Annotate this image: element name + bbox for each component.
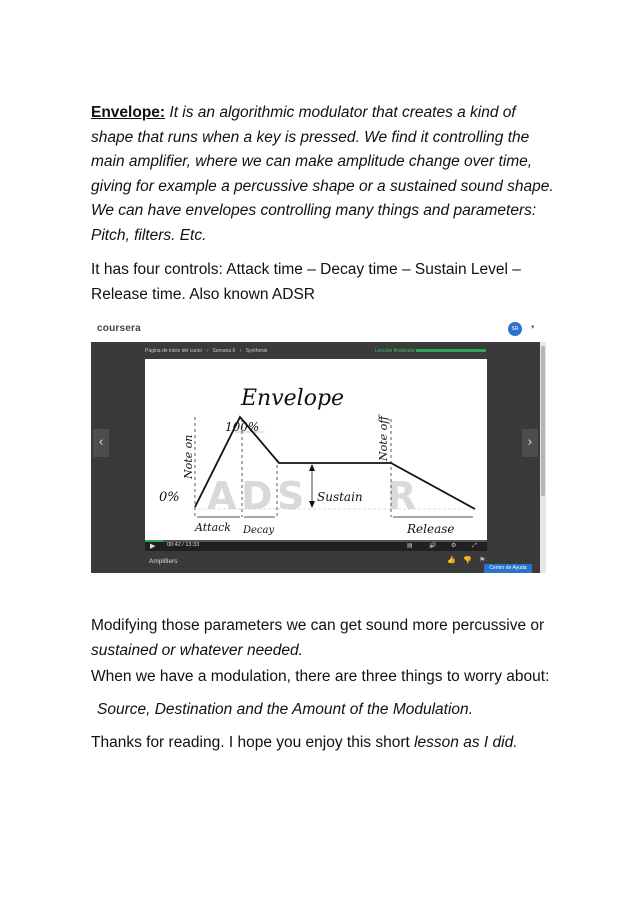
thanks-text: Thanks for reading. I hope you enjoy this short [91,734,415,751]
sustain-label: Sustain [317,490,363,504]
thumbs-down-icon[interactable]: 👎 [463,556,472,564]
thumbs-up-icon[interactable]: 👍 [447,556,456,564]
modulation-items: Source, Destination and the Amount of the Modulation. [97,701,473,718]
note-off-label: Note off [377,415,390,461]
envelope-definition: It is an algorithmic modulator that creates a kind of shape that runs when a key is pressed. We find it controlling the main amplifier, where we can make amplitude change over time, giving for example a percussive shape or a sustained sound shape. We can have envelopes controlling many things and parameters: Pitch, filters. Etc. [91,104,554,244]
lesson-title: Amplifiers [149,558,178,565]
breadcrumb [145,348,270,354]
video-controls [145,540,487,551]
breadcrumb-separator-icon: › [239,348,242,354]
modulation-paragraph: When we have a modulation, there are three things to worry about: [91,668,550,685]
decay-label: Decay [243,525,275,536]
volume-icon[interactable]: 🔊 [429,542,437,549]
thanks-italic: lesson as I did. [414,734,518,751]
watermark-r: R [387,474,417,518]
slide-title: Envelope [241,386,345,411]
note-on-label: Note on [182,434,195,479]
video-player [91,342,540,573]
watermark-s: S [277,474,305,518]
attack-label: Attack [195,521,231,534]
status-bar [416,349,486,352]
scrollbar-thumb[interactable] [541,346,545,496]
watermark-d: D [241,474,273,518]
breadcrumb-separator-icon: › [206,348,209,354]
chevron-right-icon[interactable]: › [522,429,538,457]
fullscreen-icon[interactable]: ⤢ [472,542,477,549]
envelope-paragraph [91,101,561,248]
help-center-button[interactable]: Centro de Ayuda [484,564,532,573]
video-time: 00:42 / 13:33 [167,542,200,548]
lesson-status: Lección finalizada [375,348,415,354]
zero-label: 0% [159,490,180,505]
breadcrumb-lesson[interactable]: Synthesis [245,348,268,354]
adsr-diagram [145,359,487,540]
peak-label: 100% [225,420,260,434]
embedded-screenshot [91,318,546,573]
sustain-arrow-down-icon [309,501,315,508]
coursera-topbar [91,318,546,343]
avatar[interactable]: SR [508,322,522,336]
scrollbar[interactable] [540,342,546,573]
controls-paragraph: It has four controls: Attack time – Decay time – Sustain Level – Release time. Also known ADSR [91,261,521,303]
modifying-italic: sustained or whatever needed. [91,641,303,659]
envelope-term: Envelope: [91,104,166,121]
watermark-a: A [207,474,237,518]
adsr-slide [145,359,487,540]
play-icon[interactable]: ▶ [150,543,156,550]
breadcrumb-week[interactable]: Semana 6 [212,348,236,354]
modifying-text: Modifying those parameters we can get sound more percussive or [91,617,545,634]
chevron-down-icon[interactable]: ▾ [531,324,535,331]
flag-icon[interactable]: ⚑ [479,556,486,564]
modifying-paragraph [91,614,561,663]
subtitles-icon[interactable]: ▤ [407,542,413,549]
coursera-logo[interactable]: coursera [97,323,141,334]
release-label: Release [407,522,455,536]
sustain-arrow-up-icon [309,464,315,471]
breadcrumb-home[interactable]: Página de inicio del curso [145,348,202,354]
thanks-paragraph [91,731,561,756]
gear-icon[interactable]: ⚙ [451,542,457,549]
chevron-left-icon[interactable]: ‹ [93,429,109,457]
